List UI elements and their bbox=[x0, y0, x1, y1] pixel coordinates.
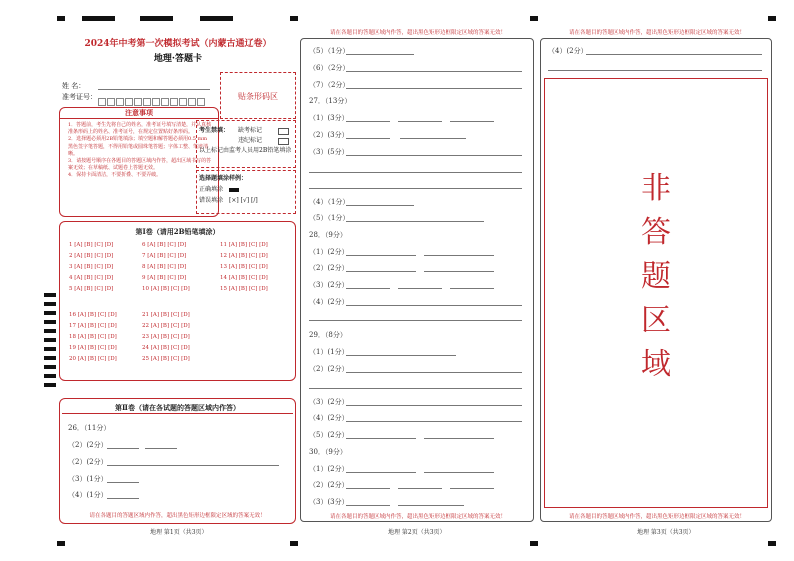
non-answer-char: 题 bbox=[641, 259, 671, 294]
answer-line[interactable] bbox=[450, 488, 494, 489]
alignment-mark bbox=[57, 541, 65, 546]
answer-line[interactable] bbox=[424, 271, 494, 272]
q-item: （3）(2分） bbox=[309, 281, 349, 289]
warning-text: 请在各题目的答题区域内作答，超出黑色矩形边框限定区域的答案无效！ bbox=[568, 30, 745, 36]
alignment-mark bbox=[200, 16, 233, 21]
answer-line[interactable] bbox=[346, 305, 522, 306]
q-item: （4）(2分） bbox=[309, 298, 349, 306]
wrong-fill-label: 错误填涂 bbox=[199, 197, 224, 204]
answer-line[interactable] bbox=[346, 205, 414, 206]
alignment-mark bbox=[290, 541, 298, 546]
alignment-mark bbox=[530, 541, 538, 546]
page-title: 2024年中考第一次模拟考试（内蒙古通辽卷） bbox=[84, 39, 272, 49]
non-answer-char: 答 bbox=[641, 215, 671, 250]
alignment-mark bbox=[768, 541, 776, 546]
absent-label: 缺考标记 bbox=[238, 127, 263, 134]
answer-line[interactable] bbox=[309, 172, 522, 173]
notice-item: 2．选择题必须用2B铅笔填涂；填空题和解答题必须用0.5 mm黑色签字笔答题，不得用铅笔或圆珠笔答题；字体工整、笔迹清晰。 bbox=[68, 136, 209, 157]
answer-line[interactable] bbox=[424, 438, 494, 439]
notice-title: 注意事项 bbox=[60, 108, 218, 119]
answer-line[interactable] bbox=[145, 448, 177, 449]
correct-fill-sample bbox=[229, 188, 239, 192]
q-item: （2）(2分） bbox=[309, 481, 349, 489]
answer-line[interactable] bbox=[107, 448, 139, 449]
answer-line[interactable] bbox=[346, 271, 416, 272]
notice-item: 1．答题前，考生先将自己的姓名，准考证号填写清楚，并认真核准条形码上的姓名、准考证号，在规定位置贴好条形码。 bbox=[68, 122, 212, 136]
answer-line[interactable] bbox=[346, 121, 390, 122]
q-item: （7）（2分） bbox=[309, 81, 350, 89]
answer-line[interactable] bbox=[450, 121, 494, 122]
name-field[interactable] bbox=[98, 89, 210, 90]
name-label: 姓 名： bbox=[62, 82, 86, 90]
q-item: （5）(2分） bbox=[309, 431, 349, 439]
q-item: （1）(3分） bbox=[309, 114, 349, 122]
q-item: （1）(2分） bbox=[309, 248, 349, 256]
q26-item: （2）(2分） bbox=[68, 441, 108, 449]
answer-line[interactable] bbox=[346, 221, 484, 222]
answer-line[interactable] bbox=[107, 498, 139, 499]
q-item: （6）（2分） bbox=[309, 64, 350, 72]
section1-title: 第Ⅰ卷（请用2B铅笔填涂） bbox=[135, 227, 220, 236]
answer-line[interactable] bbox=[398, 505, 464, 506]
q-item: （3）(2分） bbox=[309, 398, 349, 406]
answer-line[interactable] bbox=[346, 438, 416, 439]
notice-item: 3．请按题号顺序在各题目的答题区域内作答，超出区域书写的答案无效；在草稿纸、试题卷上答题无效。 bbox=[68, 158, 212, 172]
q-item: （1）(2分） bbox=[309, 465, 349, 473]
q-item: （3）(3分） bbox=[309, 498, 349, 506]
q-item: （5）（1分） bbox=[309, 214, 350, 222]
non-answer-zone bbox=[544, 78, 768, 508]
id-label: 准考证号： bbox=[62, 93, 97, 101]
answer-line[interactable] bbox=[450, 288, 494, 289]
answer-line[interactable] bbox=[548, 70, 762, 71]
non-answer-char: 非 bbox=[641, 171, 671, 206]
q26-item: （4）(1分） bbox=[68, 491, 108, 499]
alignment-mark bbox=[768, 16, 776, 21]
answer-line[interactable] bbox=[346, 288, 390, 289]
answer-line[interactable] bbox=[309, 320, 522, 321]
answer-line[interactable] bbox=[346, 355, 456, 356]
answer-line[interactable] bbox=[346, 138, 390, 139]
answer-line[interactable] bbox=[346, 54, 414, 55]
notice-item: 4．保持卡面清洁，不要折叠、不要弄破。 bbox=[68, 172, 162, 179]
answer-line[interactable] bbox=[586, 54, 762, 55]
alignment-mark bbox=[530, 16, 538, 21]
answer-line[interactable] bbox=[309, 388, 522, 389]
notice-box bbox=[59, 107, 219, 217]
warning-text: 请在各题目的答题区域内作答，超出黑色矩形边框限定区域的答案无效！ bbox=[89, 513, 266, 519]
warning-text: 请在各题目的答题区域内作答，超出黑色矩形边框限定区域的答案无效！ bbox=[329, 30, 506, 36]
answer-line[interactable] bbox=[346, 155, 522, 156]
answer-line[interactable] bbox=[309, 188, 522, 189]
answer-line[interactable] bbox=[400, 138, 466, 139]
q-item: （4）（1分） bbox=[309, 198, 350, 206]
correct-fill-label: 正确填涂 bbox=[199, 186, 224, 193]
q-item: （2）(2分） bbox=[309, 365, 349, 373]
answer-line[interactable] bbox=[346, 405, 522, 406]
q-item: （2）(2分） bbox=[309, 264, 349, 272]
q28-label: 28．（9分） bbox=[309, 231, 347, 239]
answer-line[interactable] bbox=[346, 88, 522, 89]
answer-line[interactable] bbox=[107, 465, 279, 466]
barcode-area bbox=[220, 72, 296, 119]
q26-item: （3）(1分） bbox=[68, 475, 108, 483]
answer-line[interactable] bbox=[346, 255, 416, 256]
non-answer-char: 区 bbox=[641, 303, 671, 338]
q27-label: 27．（13分） bbox=[309, 97, 352, 105]
fill-example-title: 选择题填涂样例： bbox=[199, 175, 248, 182]
alignment-mark bbox=[290, 16, 298, 21]
page-footer: 地理 第1页（共3页） bbox=[150, 529, 208, 536]
alignment-mark bbox=[140, 16, 173, 21]
q29-label: 29．（8分） bbox=[309, 331, 347, 339]
violation-label: 违纪标记 bbox=[238, 137, 263, 144]
q26-item: （2）(2分） bbox=[68, 458, 108, 466]
page-footer: 地理 第3页（共3页） bbox=[637, 529, 695, 536]
answer-line[interactable] bbox=[398, 488, 442, 489]
page-footer: 地理 第2页（共3页） bbox=[388, 529, 446, 536]
answer-line[interactable] bbox=[424, 472, 494, 473]
q26-label: 26．（11分） bbox=[68, 424, 111, 432]
alignment-mark bbox=[57, 16, 65, 21]
q-item: （4）(2分） bbox=[548, 47, 588, 55]
wrong-fill-marks: [×] [√] [/] bbox=[229, 197, 258, 204]
answer-line[interactable] bbox=[346, 505, 390, 506]
warning-text: 请在各题目的答题区域内作答，超出黑色矩形边框限定区域的答案无效！ bbox=[329, 514, 506, 520]
q-item: （2）(3分） bbox=[309, 131, 349, 139]
answer-line[interactable] bbox=[398, 288, 442, 289]
answer-line[interactable] bbox=[346, 421, 522, 422]
answer-line[interactable] bbox=[424, 255, 494, 256]
answer-line[interactable] bbox=[346, 372, 522, 373]
q-item: （3）(5分） bbox=[309, 148, 349, 156]
exam-status-note: 以上标记由监考人员用2B铅笔填涂 bbox=[199, 147, 292, 154]
answer-line[interactable] bbox=[346, 71, 522, 72]
q-item: （4）(2分） bbox=[309, 414, 349, 422]
answer-line[interactable] bbox=[346, 488, 390, 489]
answer-line[interactable] bbox=[398, 121, 442, 122]
answer-line[interactable] bbox=[107, 482, 139, 483]
warning-text: 请在各题目的答题区域内作答，超出黑色矩形边框限定区域的答案无效！ bbox=[568, 514, 745, 520]
answer-line[interactable] bbox=[346, 472, 416, 473]
page-subtitle: 地理·答题卡 bbox=[153, 54, 203, 64]
exam-status-label: 考生禁填： bbox=[199, 127, 230, 134]
violation-checkbox[interactable] bbox=[278, 138, 289, 145]
alignment-mark bbox=[82, 16, 115, 21]
non-answer-char: 域 bbox=[641, 347, 671, 382]
absent-checkbox[interactable] bbox=[278, 128, 289, 135]
q-item: （5）（1分） bbox=[309, 47, 350, 55]
barcode-label: 贴条形码区 bbox=[238, 92, 278, 101]
q-item: （1）(1分） bbox=[309, 348, 349, 356]
q30-label: 30．（9分） bbox=[309, 448, 347, 456]
section2-title: 第Ⅱ卷（请在各试题的答题区域内作答） bbox=[115, 403, 240, 412]
